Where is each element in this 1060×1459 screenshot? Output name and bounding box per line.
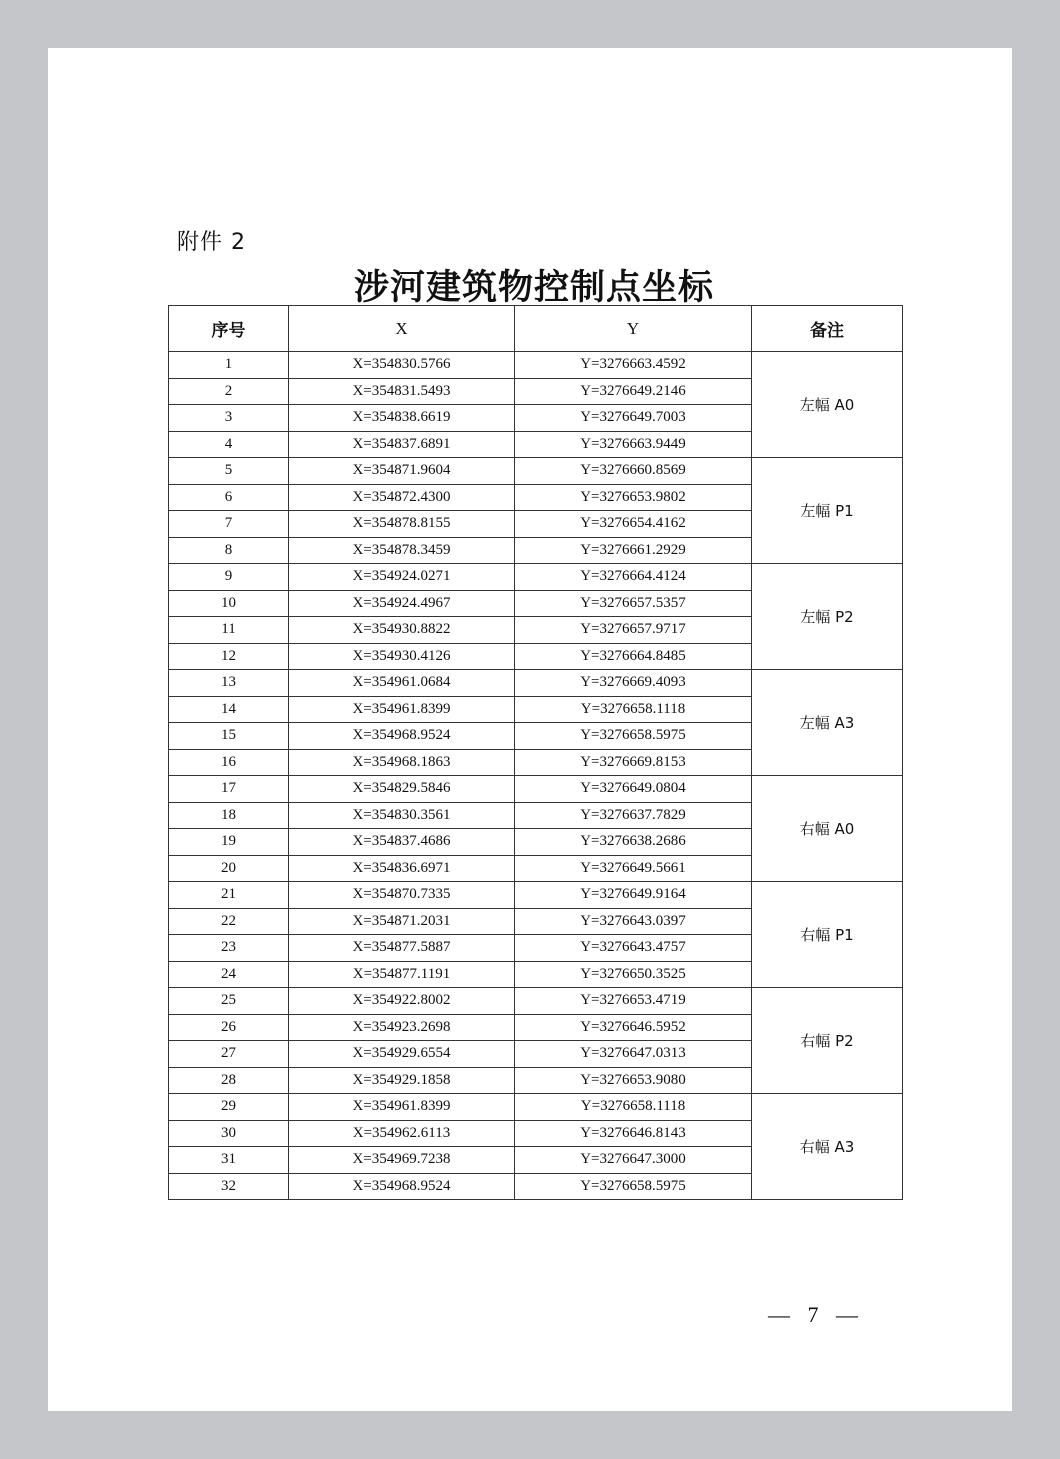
cell-seq: 20 (169, 855, 289, 882)
cell-y: Y=3276660.8569 (515, 458, 752, 485)
cell-note: 左幅 A0 (752, 352, 903, 458)
cell-x: X=354871.2031 (289, 908, 515, 935)
cell-seq: 32 (169, 1173, 289, 1200)
cell-seq: 31 (169, 1147, 289, 1174)
cell-seq: 7 (169, 511, 289, 538)
cell-x: X=354930.8822 (289, 617, 515, 644)
cell-x: X=354872.4300 (289, 484, 515, 511)
cell-y: Y=3276638.2686 (515, 829, 752, 856)
cell-x: X=354877.1191 (289, 961, 515, 988)
cell-y: Y=3276647.0313 (515, 1041, 752, 1068)
cell-y: Y=3276653.4719 (515, 988, 752, 1015)
cell-seq: 2 (169, 378, 289, 405)
cell-note: 左幅 A3 (752, 670, 903, 776)
cell-x: X=354968.9524 (289, 1173, 515, 1200)
cell-seq: 1 (169, 352, 289, 379)
cell-y: Y=3276653.9802 (515, 484, 752, 511)
document-title: 涉河建筑物控制点坐标 (353, 268, 714, 308)
cell-seq: 25 (169, 988, 289, 1015)
header-seq: 序号 (169, 306, 289, 352)
cell-y: Y=3276654.4162 (515, 511, 752, 538)
cell-seq: 15 (169, 723, 289, 750)
cell-x: X=354961.8399 (289, 1094, 515, 1121)
cell-x: X=354830.3561 (289, 802, 515, 829)
header-x: X (289, 306, 515, 352)
cell-x: X=354922.8002 (289, 988, 515, 1015)
cell-x: X=354961.8399 (289, 696, 515, 723)
cell-x: X=354924.4967 (289, 590, 515, 617)
header-y: Y (515, 306, 752, 352)
cell-x: X=354930.4126 (289, 643, 515, 670)
cell-seq: 11 (169, 617, 289, 644)
cell-y: Y=3276643.4757 (515, 935, 752, 962)
cell-seq: 19 (169, 829, 289, 856)
cell-y: Y=3276653.9080 (515, 1067, 752, 1094)
cell-seq: 16 (169, 749, 289, 776)
table-row (169, 670, 903, 697)
cell-note: 右幅 A3 (752, 1094, 903, 1200)
page-number: — 7 — (768, 1302, 864, 1327)
cell-x: X=354878.3459 (289, 537, 515, 564)
cell-y: Y=3276649.2146 (515, 378, 752, 405)
cell-y: Y=3276657.5357 (515, 590, 752, 617)
cell-seq: 14 (169, 696, 289, 723)
cell-x: X=354929.1858 (289, 1067, 515, 1094)
table-row (169, 988, 903, 1015)
cell-seq: 24 (169, 961, 289, 988)
cell-seq: 4 (169, 431, 289, 458)
cell-note: 右幅 A0 (752, 776, 903, 882)
cell-y: Y=3276664.4124 (515, 564, 752, 591)
table-row (169, 776, 903, 803)
table-row (169, 882, 903, 909)
cell-y: Y=3276649.0804 (515, 776, 752, 803)
cell-x: X=354961.0684 (289, 670, 515, 697)
cell-y: Y=3276649.5661 (515, 855, 752, 882)
cell-x: X=354924.0271 (289, 564, 515, 591)
cell-x: X=354837.6891 (289, 431, 515, 458)
cell-x: X=354829.5846 (289, 776, 515, 803)
cell-y: Y=3276658.1118 (515, 696, 752, 723)
cell-x: X=354831.5493 (289, 378, 515, 405)
cell-seq: 21 (169, 882, 289, 909)
cell-note: 左幅 P1 (752, 458, 903, 564)
cell-x: X=354878.8155 (289, 511, 515, 538)
cell-seq: 18 (169, 802, 289, 829)
table-row (169, 458, 903, 485)
cell-y: Y=3276646.8143 (515, 1120, 752, 1147)
cell-y: Y=3276657.9717 (515, 617, 752, 644)
cell-x: X=354836.6971 (289, 855, 515, 882)
cell-y: Y=3276646.5952 (515, 1014, 752, 1041)
cell-y: Y=3276647.3000 (515, 1147, 752, 1174)
cell-seq: 23 (169, 935, 289, 962)
cell-x: X=354870.7335 (289, 882, 515, 909)
cell-seq: 6 (169, 484, 289, 511)
cell-x: X=354969.7238 (289, 1147, 515, 1174)
cell-y: Y=3276664.8485 (515, 643, 752, 670)
cell-seq: 10 (169, 590, 289, 617)
cell-seq: 28 (169, 1067, 289, 1094)
cell-y: Y=3276649.7003 (515, 405, 752, 432)
cell-y: Y=3276661.2929 (515, 537, 752, 564)
cell-seq: 17 (169, 776, 289, 803)
cell-seq: 30 (169, 1120, 289, 1147)
table-header-row (169, 306, 903, 352)
control-point-table (168, 305, 903, 1200)
cell-seq: 29 (169, 1094, 289, 1121)
cell-seq: 12 (169, 643, 289, 670)
cell-x: X=354830.5766 (289, 352, 515, 379)
table-row (169, 564, 903, 591)
cell-y: Y=3276637.7829 (515, 802, 752, 829)
cell-seq: 27 (169, 1041, 289, 1068)
cell-note: 右幅 P1 (752, 882, 903, 988)
attachment-label: 附件 2 (177, 230, 246, 255)
cell-seq: 22 (169, 908, 289, 935)
cell-y: Y=3276650.3525 (515, 961, 752, 988)
cell-x: X=354968.1863 (289, 749, 515, 776)
cell-seq: 13 (169, 670, 289, 697)
header-note: 备注 (752, 306, 903, 352)
cell-x: X=354929.6554 (289, 1041, 515, 1068)
cell-x: X=354877.5887 (289, 935, 515, 962)
cell-y: Y=3276658.1118 (515, 1094, 752, 1121)
cell-seq: 5 (169, 458, 289, 485)
cell-seq: 8 (169, 537, 289, 564)
cell-seq: 26 (169, 1014, 289, 1041)
table-body (169, 352, 903, 1200)
cell-y: Y=3276658.5975 (515, 723, 752, 750)
cell-note: 左幅 P2 (752, 564, 903, 670)
table-row (169, 352, 903, 379)
cell-y: Y=3276669.4093 (515, 670, 752, 697)
cell-y: Y=3276669.8153 (515, 749, 752, 776)
cell-y: Y=3276663.4592 (515, 352, 752, 379)
cell-x: X=354838.6619 (289, 405, 515, 432)
cell-y: Y=3276649.9164 (515, 882, 752, 909)
cell-x: X=354871.9604 (289, 458, 515, 485)
cell-x: X=354923.2698 (289, 1014, 515, 1041)
cell-y: Y=3276643.0397 (515, 908, 752, 935)
cell-x: X=354968.9524 (289, 723, 515, 750)
cell-seq: 3 (169, 405, 289, 432)
cell-note: 右幅 P2 (752, 988, 903, 1094)
cell-x: X=354837.4686 (289, 829, 515, 856)
cell-seq: 9 (169, 564, 289, 591)
cell-y: Y=3276658.5975 (515, 1173, 752, 1200)
document-page (48, 48, 1012, 1411)
cell-x: X=354962.6113 (289, 1120, 515, 1147)
table-row (169, 1094, 903, 1121)
cell-y: Y=3276663.9449 (515, 431, 752, 458)
